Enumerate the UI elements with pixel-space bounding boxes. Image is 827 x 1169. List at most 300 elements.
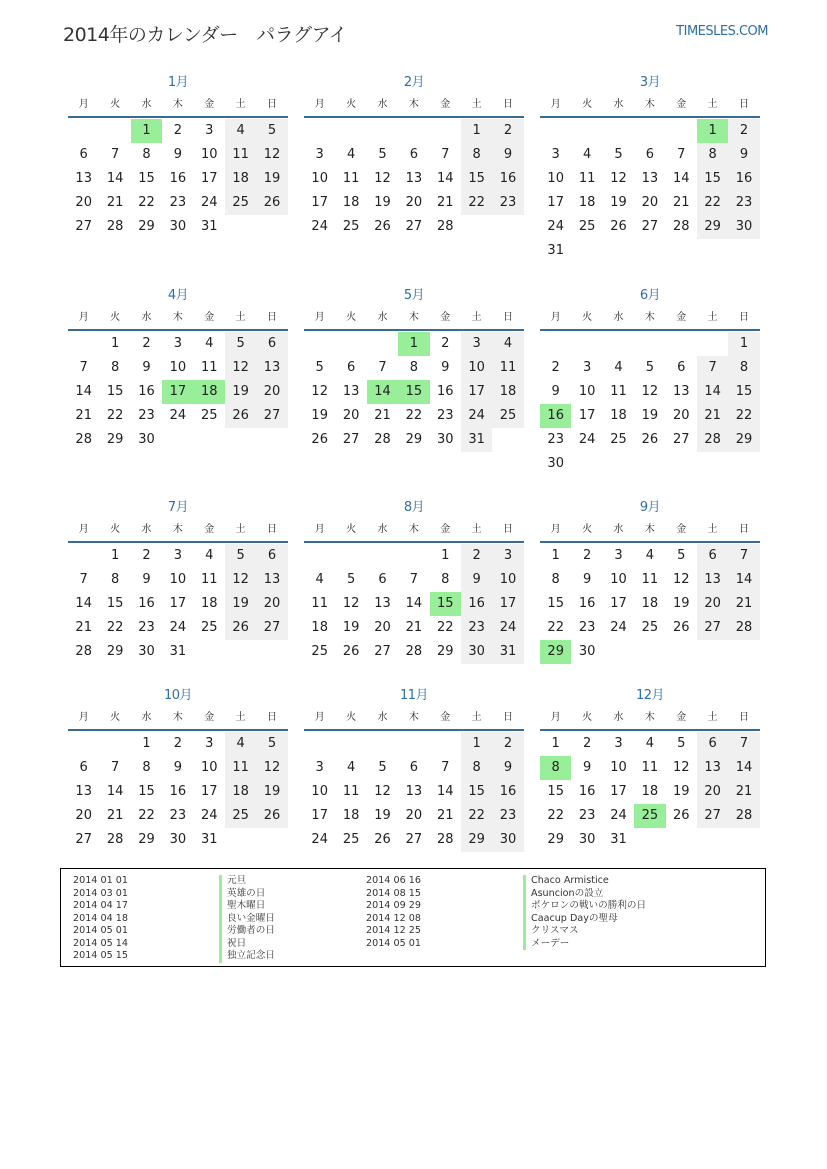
weekday-label: 月 (78, 524, 89, 535)
empty-cell (603, 332, 634, 356)
weekday-label: 土 (471, 99, 482, 110)
weekday-header (540, 307, 760, 331)
day-cell: 31 (610, 832, 627, 847)
holiday-day: 18 (194, 380, 225, 404)
day-grid (304, 544, 524, 664)
day-cell: 15 (461, 780, 492, 804)
empty-cell (335, 119, 366, 143)
weekday-label: 土 (235, 312, 246, 323)
day-cell: 27 (405, 832, 423, 847)
empty-cell (367, 332, 398, 356)
day-cell: 31 (547, 243, 564, 258)
holiday-day: 17 (162, 380, 193, 404)
month-name: 12月 (635, 688, 665, 703)
month-name: 1月 (167, 75, 189, 90)
day-cell: 27 (75, 219, 92, 234)
day-cell: 12 (672, 572, 690, 587)
weekday-label: 水 (613, 712, 624, 723)
day-cell: 15 (728, 380, 759, 404)
day-cell: 19 (342, 620, 360, 635)
day-cell: 14 (436, 784, 454, 799)
day-cell: 5 (256, 732, 287, 756)
weekday-label: 月 (78, 312, 89, 323)
day-cell: 27 (374, 644, 391, 659)
day-cell: 26 (225, 404, 256, 428)
day-cell: 20 (374, 620, 391, 635)
weekday-label: 日 (503, 524, 514, 535)
day-grid (68, 544, 288, 664)
day-cell: 16 (138, 596, 155, 611)
day-cell: 22 (106, 408, 124, 423)
day-cell: 25 (342, 832, 360, 847)
empty-cell (398, 544, 429, 568)
day-cell: 9 (142, 360, 151, 375)
day-cell: 11 (225, 143, 256, 167)
day-cell: 3 (173, 548, 182, 563)
day-grid (304, 332, 524, 452)
day-cell: 17 (578, 408, 596, 423)
day-cell: 4 (645, 548, 654, 563)
day-cell: 18 (342, 808, 360, 823)
day-cell: 22 (728, 404, 759, 428)
day-cell: 28 (436, 832, 454, 847)
day-cell: 20 (75, 808, 92, 823)
day-cell: 15 (461, 167, 492, 191)
day-cell: 23 (547, 432, 564, 447)
day-cell: 11 (342, 171, 360, 186)
legend-date: 2014 04 17 (73, 900, 128, 911)
day-grid (540, 732, 760, 852)
day-cell: 10 (578, 384, 596, 399)
day-cell: 24 (547, 219, 564, 234)
day-cell: 4 (346, 147, 356, 162)
day-cell: 17 (200, 784, 218, 799)
day-cell: 10 (547, 171, 564, 186)
day-cell: 5 (225, 544, 256, 568)
day-cell: 28 (728, 616, 759, 640)
day-cell: 23 (728, 191, 759, 215)
day-cell: 23 (578, 808, 596, 823)
empty-cell (571, 332, 602, 356)
day-cell: 16 (169, 784, 187, 799)
day-cell: 25 (492, 404, 523, 428)
weekday-label: 木 (172, 312, 183, 323)
weekday-label: 日 (267, 524, 278, 535)
day-cell: 2 (173, 736, 182, 751)
day-cell: 30 (578, 832, 596, 847)
day-cell: 10 (311, 784, 328, 799)
day-cell: 21 (436, 808, 454, 823)
day-cell: 21 (374, 408, 391, 423)
day-cell: 30 (728, 215, 759, 239)
day-cell: 4 (346, 760, 356, 775)
weekday-label: 月 (314, 712, 325, 723)
legend-holiday-name: Chaco Armistice (523, 875, 609, 888)
holiday-day: 15 (430, 592, 461, 616)
day-cell: 9 (441, 360, 450, 375)
day-cell: 26 (672, 620, 690, 635)
day-cell: 11 (200, 572, 218, 587)
day-cell: 14 (728, 568, 759, 592)
month-7 (68, 497, 288, 664)
day-cell: 26 (374, 219, 391, 234)
weekday-label: 月 (550, 99, 561, 110)
day-cell: 30 (169, 219, 187, 234)
day-cell: 30 (578, 644, 596, 659)
empty-cell (99, 732, 130, 756)
day-cell: 29 (138, 832, 155, 847)
legend-holiday-name: 英雄の日 (219, 888, 265, 901)
weekday-label: 土 (471, 312, 482, 323)
day-cell: 5 (256, 119, 287, 143)
day-cell: 25 (200, 620, 218, 635)
day-cell: 26 (610, 219, 627, 234)
day-cell: 5 (677, 548, 686, 563)
legend-date: 2014 01 01 (73, 875, 128, 886)
day-cell: 30 (492, 828, 523, 852)
month-name: 2月 (403, 75, 425, 90)
day-cell: 23 (492, 804, 523, 828)
day-cell: 5 (645, 360, 654, 375)
day-cell: 6 (79, 760, 88, 775)
empty-cell (666, 332, 697, 356)
weekday-label: 月 (78, 712, 89, 723)
weekday-header (540, 519, 760, 543)
day-cell: 12 (374, 171, 391, 186)
day-cell: 6 (346, 360, 356, 375)
day-cell: 9 (492, 143, 523, 167)
weekday-label: 日 (739, 312, 750, 323)
day-cell: 8 (441, 572, 450, 587)
day-cell: 13 (405, 171, 423, 186)
day-cell: 9 (492, 756, 523, 780)
empty-cell (571, 119, 602, 143)
day-cell: 22 (138, 195, 155, 210)
day-cell: 8 (697, 143, 728, 167)
day-cell: 29 (405, 432, 423, 447)
day-cell: 29 (138, 219, 155, 234)
day-grid (304, 732, 524, 852)
day-cell: 6 (697, 732, 728, 756)
month-11 (304, 685, 524, 852)
day-cell: 21 (75, 620, 92, 635)
day-cell: 15 (138, 171, 155, 186)
day-cell: 17 (311, 808, 328, 823)
day-cell: 28 (106, 219, 124, 234)
day-cell: 6 (677, 360, 686, 375)
weekday-label: 火 (110, 524, 121, 535)
month-name: 5月 (403, 288, 425, 303)
weekday-label: 火 (110, 99, 121, 110)
legend-date: 2014 03 01 (73, 887, 128, 899)
day-cell: 7 (441, 147, 450, 162)
day-grid (68, 332, 288, 452)
weekday-label: 日 (503, 99, 514, 110)
day-cell: 25 (225, 804, 256, 828)
weekday-label: 水 (613, 312, 624, 323)
day-cell: 28 (697, 428, 728, 452)
day-cell: 8 (728, 356, 759, 380)
day-cell: 17 (610, 784, 627, 799)
day-cell: 20 (697, 592, 728, 616)
day-cell: 7 (110, 760, 120, 775)
weekday-label: 水 (141, 312, 152, 323)
day-cell: 4 (614, 360, 623, 375)
empty-cell (68, 332, 99, 356)
day-cell: 13 (342, 384, 360, 399)
day-cell: 7 (378, 360, 387, 375)
day-cell: 21 (436, 195, 454, 210)
empty-cell (367, 119, 398, 143)
day-cell: 11 (641, 760, 659, 775)
weekday-label: 月 (78, 99, 89, 110)
day-cell: 8 (110, 360, 120, 375)
day-cell: 1 (110, 548, 120, 563)
day-cell: 1 (461, 119, 492, 143)
month-12 (540, 685, 760, 852)
day-cell: 18 (610, 408, 627, 423)
day-cell: 4 (225, 119, 256, 143)
day-cell: 5 (378, 760, 387, 775)
day-cell: 11 (610, 384, 627, 399)
day-cell: 16 (169, 171, 187, 186)
legend-holiday-name: Caacup Dayの聖母 (523, 913, 618, 926)
weekday-label: 土 (235, 99, 246, 110)
day-cell: 5 (677, 736, 686, 751)
day-cell: 8 (551, 572, 560, 587)
weekday-label: 月 (550, 524, 561, 535)
legend-holiday-name: 独立記念日 (219, 950, 275, 963)
weekday-label: 木 (644, 312, 655, 323)
day-cell: 2 (582, 548, 592, 563)
legend-date: 2014 09 29 (366, 900, 421, 911)
legend-holiday-name: 元旦 (219, 875, 246, 888)
day-cell: 5 (346, 572, 356, 587)
day-cell: 7 (79, 360, 88, 375)
month-name: 11月 (399, 688, 429, 703)
holiday-day: 8 (540, 756, 571, 780)
day-cell: 7 (441, 760, 450, 775)
legend-date: 2014 05 01 (73, 925, 128, 936)
day-cell: 6 (256, 332, 287, 356)
day-cell: 19 (256, 780, 287, 804)
legend-holiday-name: 労働者の日 (219, 925, 275, 938)
day-cell: 12 (256, 756, 287, 780)
empty-cell (367, 732, 398, 756)
month-4 (68, 285, 288, 452)
day-cell: 22 (138, 808, 155, 823)
day-cell: 11 (641, 572, 659, 587)
day-cell: 4 (205, 548, 214, 563)
day-cell: 3 (315, 147, 324, 162)
day-cell: 22 (405, 408, 423, 423)
empty-cell (697, 332, 728, 356)
weekday-label: 金 (204, 312, 215, 323)
day-cell: 27 (256, 404, 287, 428)
day-cell: 19 (672, 784, 690, 799)
day-cell: 19 (610, 195, 627, 210)
day-cell: 28 (728, 804, 759, 828)
weekday-label: 日 (267, 99, 278, 110)
day-cell: 25 (311, 644, 328, 659)
day-cell: 27 (672, 432, 690, 447)
weekday-label: 月 (314, 524, 325, 535)
day-cell: 29 (106, 432, 124, 447)
day-cell: 20 (641, 195, 659, 210)
weekday-label: 火 (582, 312, 593, 323)
day-cell: 13 (75, 784, 92, 799)
weekday-label: 土 (707, 312, 718, 323)
day-cell: 7 (79, 572, 88, 587)
day-cell: 18 (311, 620, 328, 635)
day-cell: 18 (492, 380, 523, 404)
day-cell: 16 (492, 780, 523, 804)
legend-date: 2014 12 25 (366, 925, 421, 936)
day-cell: 12 (374, 784, 391, 799)
day-cell: 21 (728, 592, 759, 616)
day-cell: 20 (405, 195, 423, 210)
day-cell: 9 (582, 760, 592, 775)
day-cell: 22 (697, 191, 728, 215)
day-cell: 11 (578, 171, 596, 186)
day-cell: 14 (672, 171, 690, 186)
weekday-label: 火 (346, 524, 357, 535)
day-cell: 14 (436, 171, 454, 186)
month-5 (304, 285, 524, 452)
weekday-label: 木 (644, 99, 655, 110)
empty-cell (603, 119, 634, 143)
empty-cell (540, 119, 571, 143)
day-cell: 13 (697, 568, 728, 592)
day-cell: 14 (75, 384, 92, 399)
day-cell: 14 (106, 784, 124, 799)
day-cell: 26 (256, 191, 287, 215)
weekday-label: 水 (613, 524, 624, 535)
day-cell: 21 (106, 808, 124, 823)
day-grid (304, 119, 524, 239)
day-cell: 2 (551, 360, 560, 375)
day-cell: 15 (697, 167, 728, 191)
day-cell: 17 (169, 596, 187, 611)
month-name: 4月 (167, 288, 189, 303)
day-cell: 11 (492, 356, 523, 380)
holiday-legend (60, 868, 766, 967)
legend-date: 2014 08 15 (366, 887, 421, 899)
weekday-label: 金 (204, 524, 215, 535)
day-cell: 7 (677, 147, 686, 162)
month-name: 10月 (163, 688, 193, 703)
day-cell: 14 (75, 596, 92, 611)
day-cell: 9 (173, 760, 182, 775)
day-cell: 5 (378, 147, 387, 162)
legend-date: 2014 05 01 (366, 937, 421, 949)
day-cell: 20 (256, 380, 287, 404)
weekday-label: 火 (110, 312, 121, 323)
day-cell: 4 (315, 572, 324, 587)
day-cell: 18 (641, 596, 659, 611)
holiday-day: 29 (540, 640, 571, 664)
day-cell: 14 (405, 596, 423, 611)
day-cell: 3 (205, 123, 214, 138)
day-cell: 12 (225, 356, 256, 380)
day-cell: 24 (578, 432, 596, 447)
day-cell: 28 (75, 644, 92, 659)
empty-cell (430, 119, 461, 143)
day-cell: 29 (461, 828, 492, 852)
day-cell: 29 (106, 644, 124, 659)
day-cell: 8 (142, 147, 151, 162)
day-cell: 25 (578, 219, 596, 234)
day-cell: 14 (728, 756, 759, 780)
weekday-label: 火 (582, 524, 593, 535)
day-cell: 13 (672, 384, 690, 399)
day-cell: 12 (342, 596, 360, 611)
legend-holiday-name: メーデー (523, 938, 569, 951)
weekday-label: 木 (408, 312, 419, 323)
day-cell: 3 (173, 336, 182, 351)
weekday-header (540, 94, 760, 118)
day-grid (540, 544, 760, 664)
weekday-header (68, 307, 288, 331)
day-cell: 15 (547, 596, 564, 611)
day-cell: 15 (106, 384, 124, 399)
month-9 (540, 497, 760, 664)
day-cell: 25 (342, 219, 360, 234)
weekday-label: 金 (440, 712, 451, 723)
legend-date: 2014 06 16 (366, 875, 421, 886)
day-cell: 1 (441, 548, 450, 563)
brand-link[interactable]: TIMESLES.COM (676, 24, 768, 39)
empty-cell (634, 119, 665, 143)
day-cell: 16 (492, 167, 523, 191)
weekday-label: 日 (267, 712, 278, 723)
day-cell: 4 (645, 736, 654, 751)
weekday-label: 金 (676, 99, 687, 110)
weekday-label: 土 (707, 99, 718, 110)
legend-holiday-name: 良い金曜日 (219, 913, 275, 926)
day-cell: 2 (492, 119, 523, 143)
day-cell: 21 (728, 780, 759, 804)
day-cell: 23 (436, 408, 454, 423)
day-cell: 26 (641, 432, 659, 447)
weekday-label: 月 (550, 312, 561, 323)
day-cell: 4 (205, 336, 214, 351)
weekday-label: 水 (377, 712, 388, 723)
weekday-label: 水 (141, 524, 152, 535)
weekday-label: 木 (172, 99, 183, 110)
month-name: 3月 (639, 75, 661, 90)
weekday-label: 木 (644, 524, 655, 535)
day-cell: 24 (200, 195, 218, 210)
day-cell: 30 (138, 644, 155, 659)
day-cell: 9 (142, 572, 151, 587)
day-cell: 1 (142, 736, 151, 751)
month-6 (540, 285, 760, 476)
legend-date: 2014 05 14 (73, 937, 128, 949)
day-cell: 8 (409, 360, 418, 375)
day-cell: 19 (256, 167, 287, 191)
month-name: 7月 (167, 500, 189, 515)
day-cell: 15 (106, 596, 124, 611)
weekday-label: 金 (440, 99, 451, 110)
weekday-header (68, 94, 288, 118)
empty-cell (666, 119, 697, 143)
day-cell: 14 (106, 171, 124, 186)
day-cell: 18 (578, 195, 596, 210)
day-cell: 13 (256, 568, 287, 592)
weekday-label: 日 (739, 712, 750, 723)
day-cell: 23 (169, 808, 187, 823)
